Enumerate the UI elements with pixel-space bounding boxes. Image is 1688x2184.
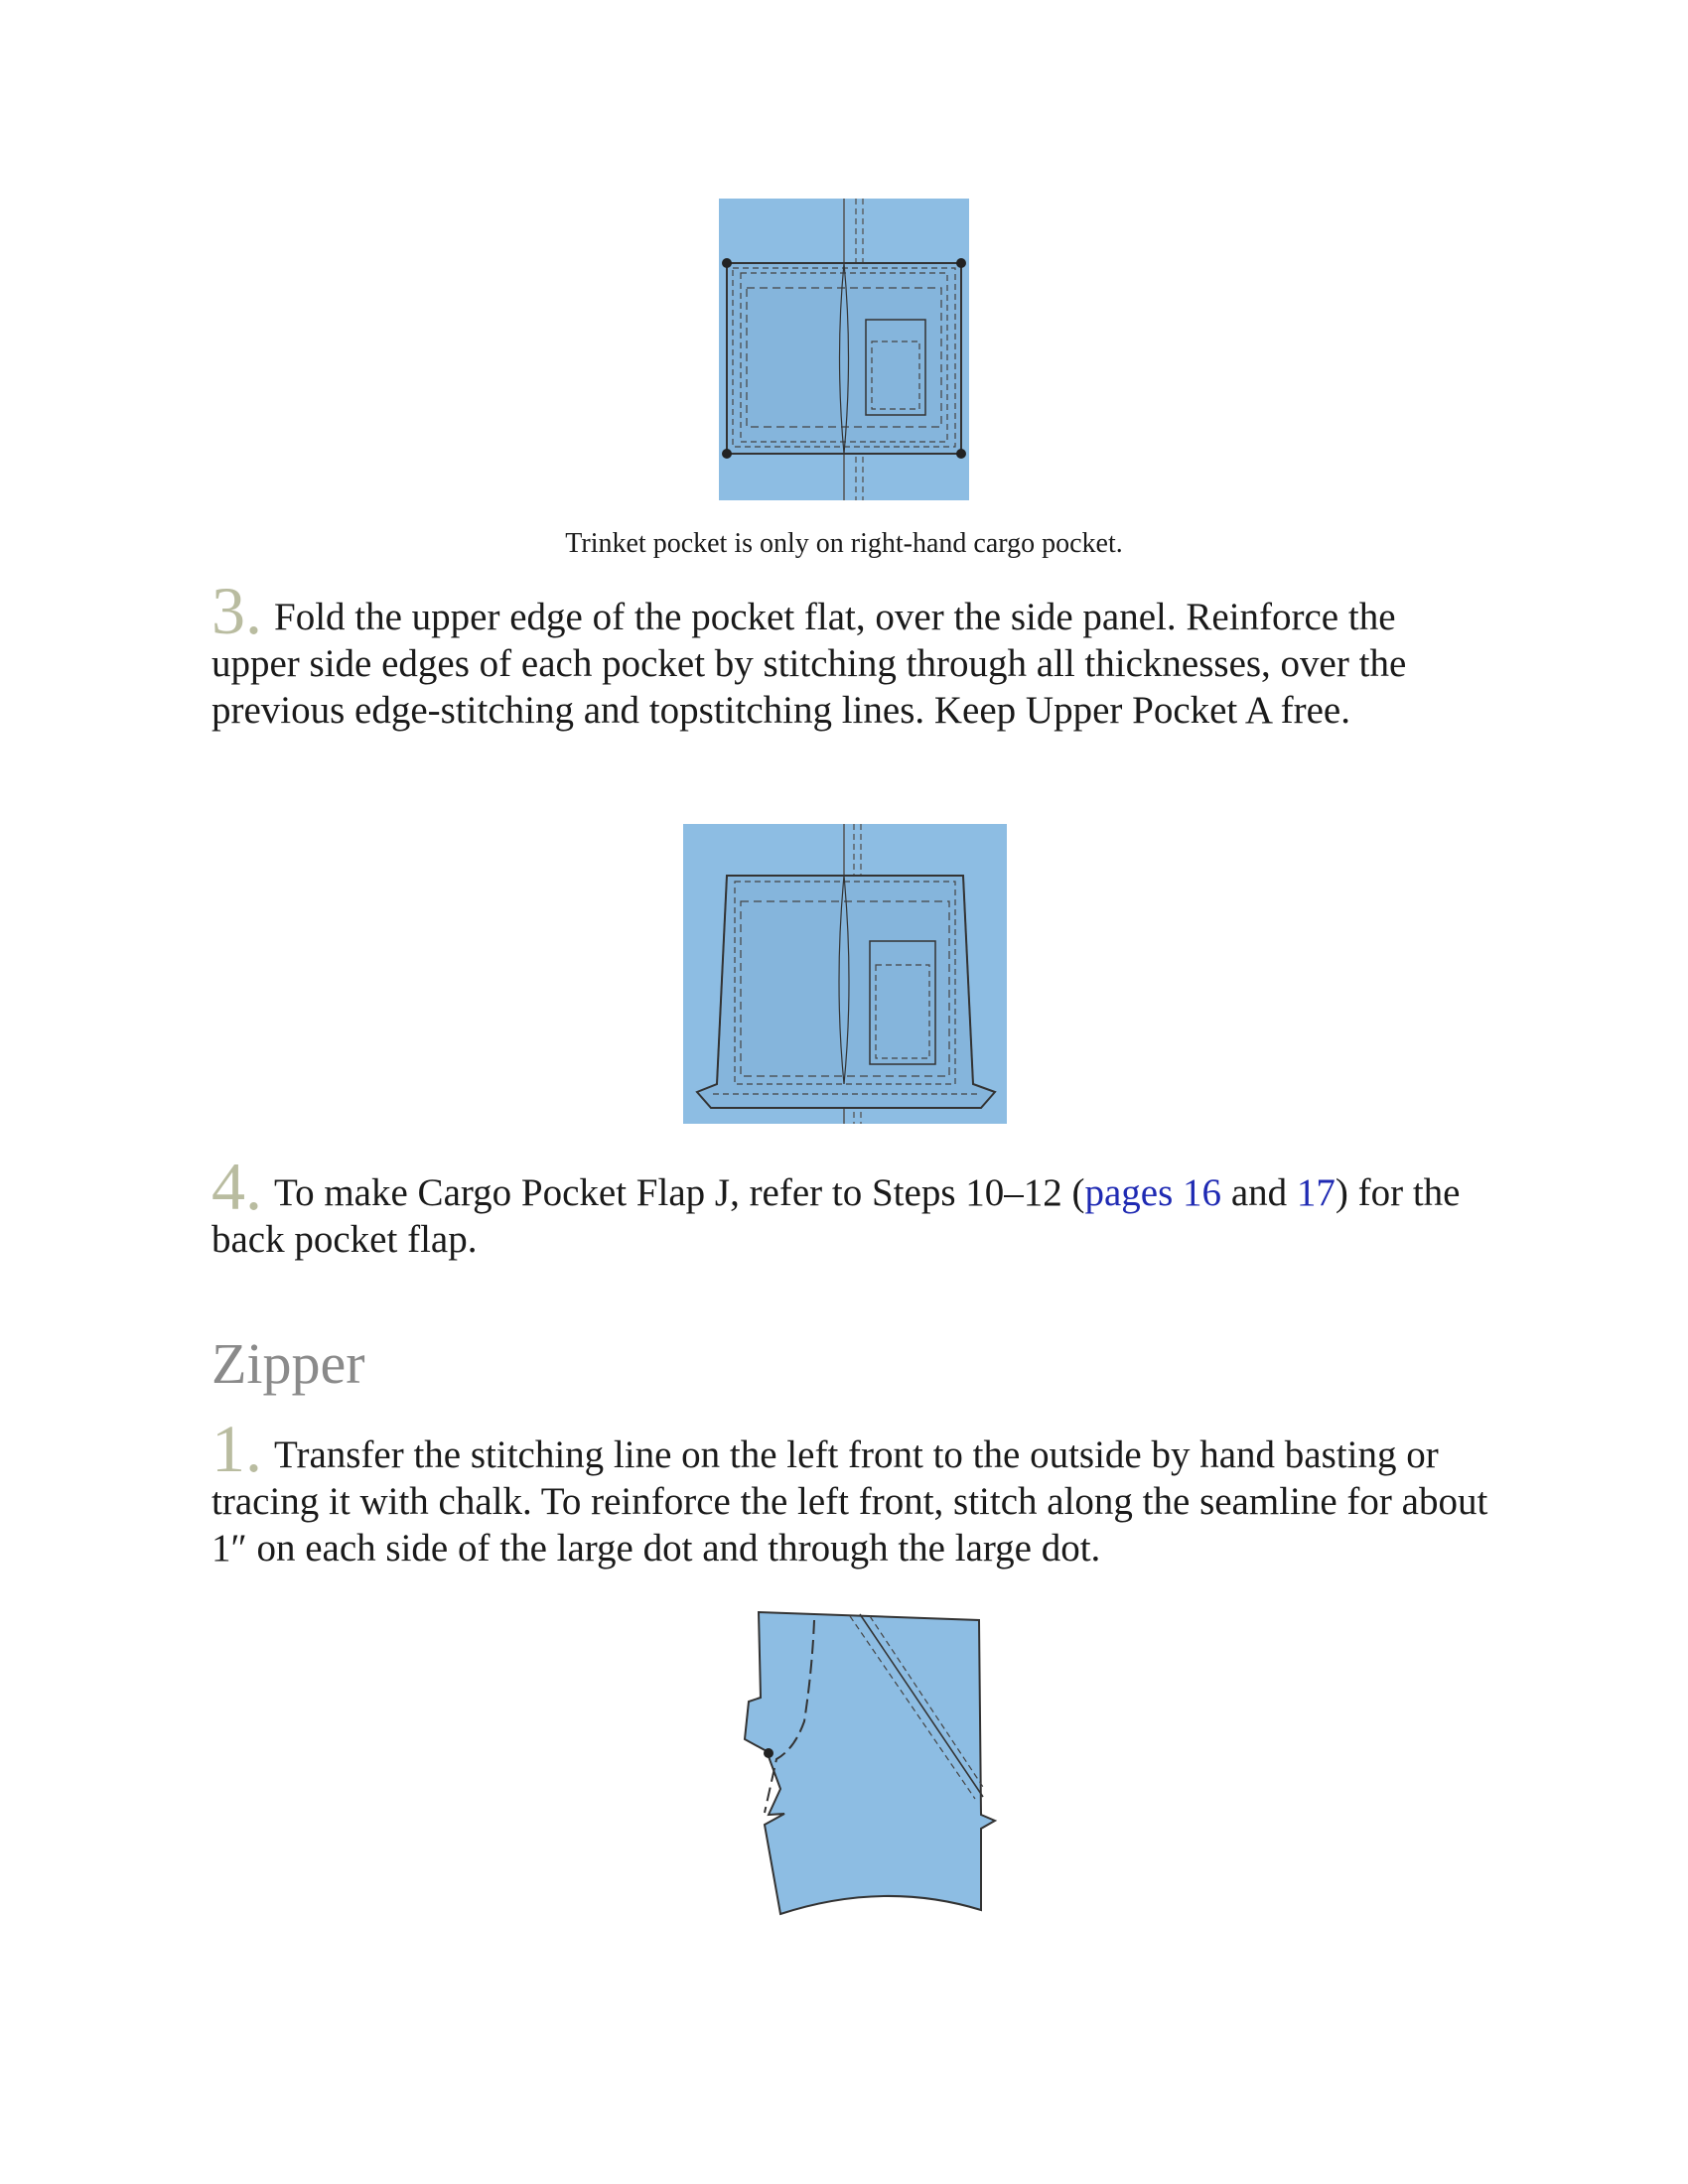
step-text: Transfer the stitching line on the left front to the outside by hand basting or tracing it with chalk. To reinforce the left front, stitch along the seamline for about 1″ on each side of the large dot and through the large dot. — [211, 1433, 1488, 1570]
step-4 — [211, 1149, 1492, 1263]
step-number: 1. — [211, 1411, 262, 1486]
section-heading: Zipper — [211, 1331, 365, 1396]
step-number: 4. — [211, 1149, 262, 1224]
folded-pocket-figure — [683, 824, 1007, 1124]
step-number: 3. — [211, 573, 262, 648]
page-17-link[interactable]: 17 — [1296, 1171, 1336, 1214]
step-text: Fold the upper edge of the pocket flat, over the side panel. Reinforce the upper side edges of each pocket by stitching through all thicknesses, over the previous edge-stitching and topstitching lines. Keep Upper Pocket A free. — [211, 596, 1407, 732]
step-text-after: ) for the back pocket flap. — [211, 1171, 1461, 1261]
step-text-before: To make Cargo Pocket Flap J, refer to Steps 10–12 ( — [274, 1171, 1085, 1214]
pages-16-link[interactable]: pages 16 — [1084, 1171, 1222, 1214]
cargo-pocket-figure — [719, 199, 969, 500]
figure-caption: Trinket pocket is only on right-hand cargo pocket. — [565, 528, 1123, 559]
zipper-step-1 — [211, 1411, 1492, 1571]
step-3 — [211, 573, 1492, 734]
left-front-figure — [685, 1610, 1003, 1918]
step-text-and: and — [1221, 1171, 1297, 1214]
